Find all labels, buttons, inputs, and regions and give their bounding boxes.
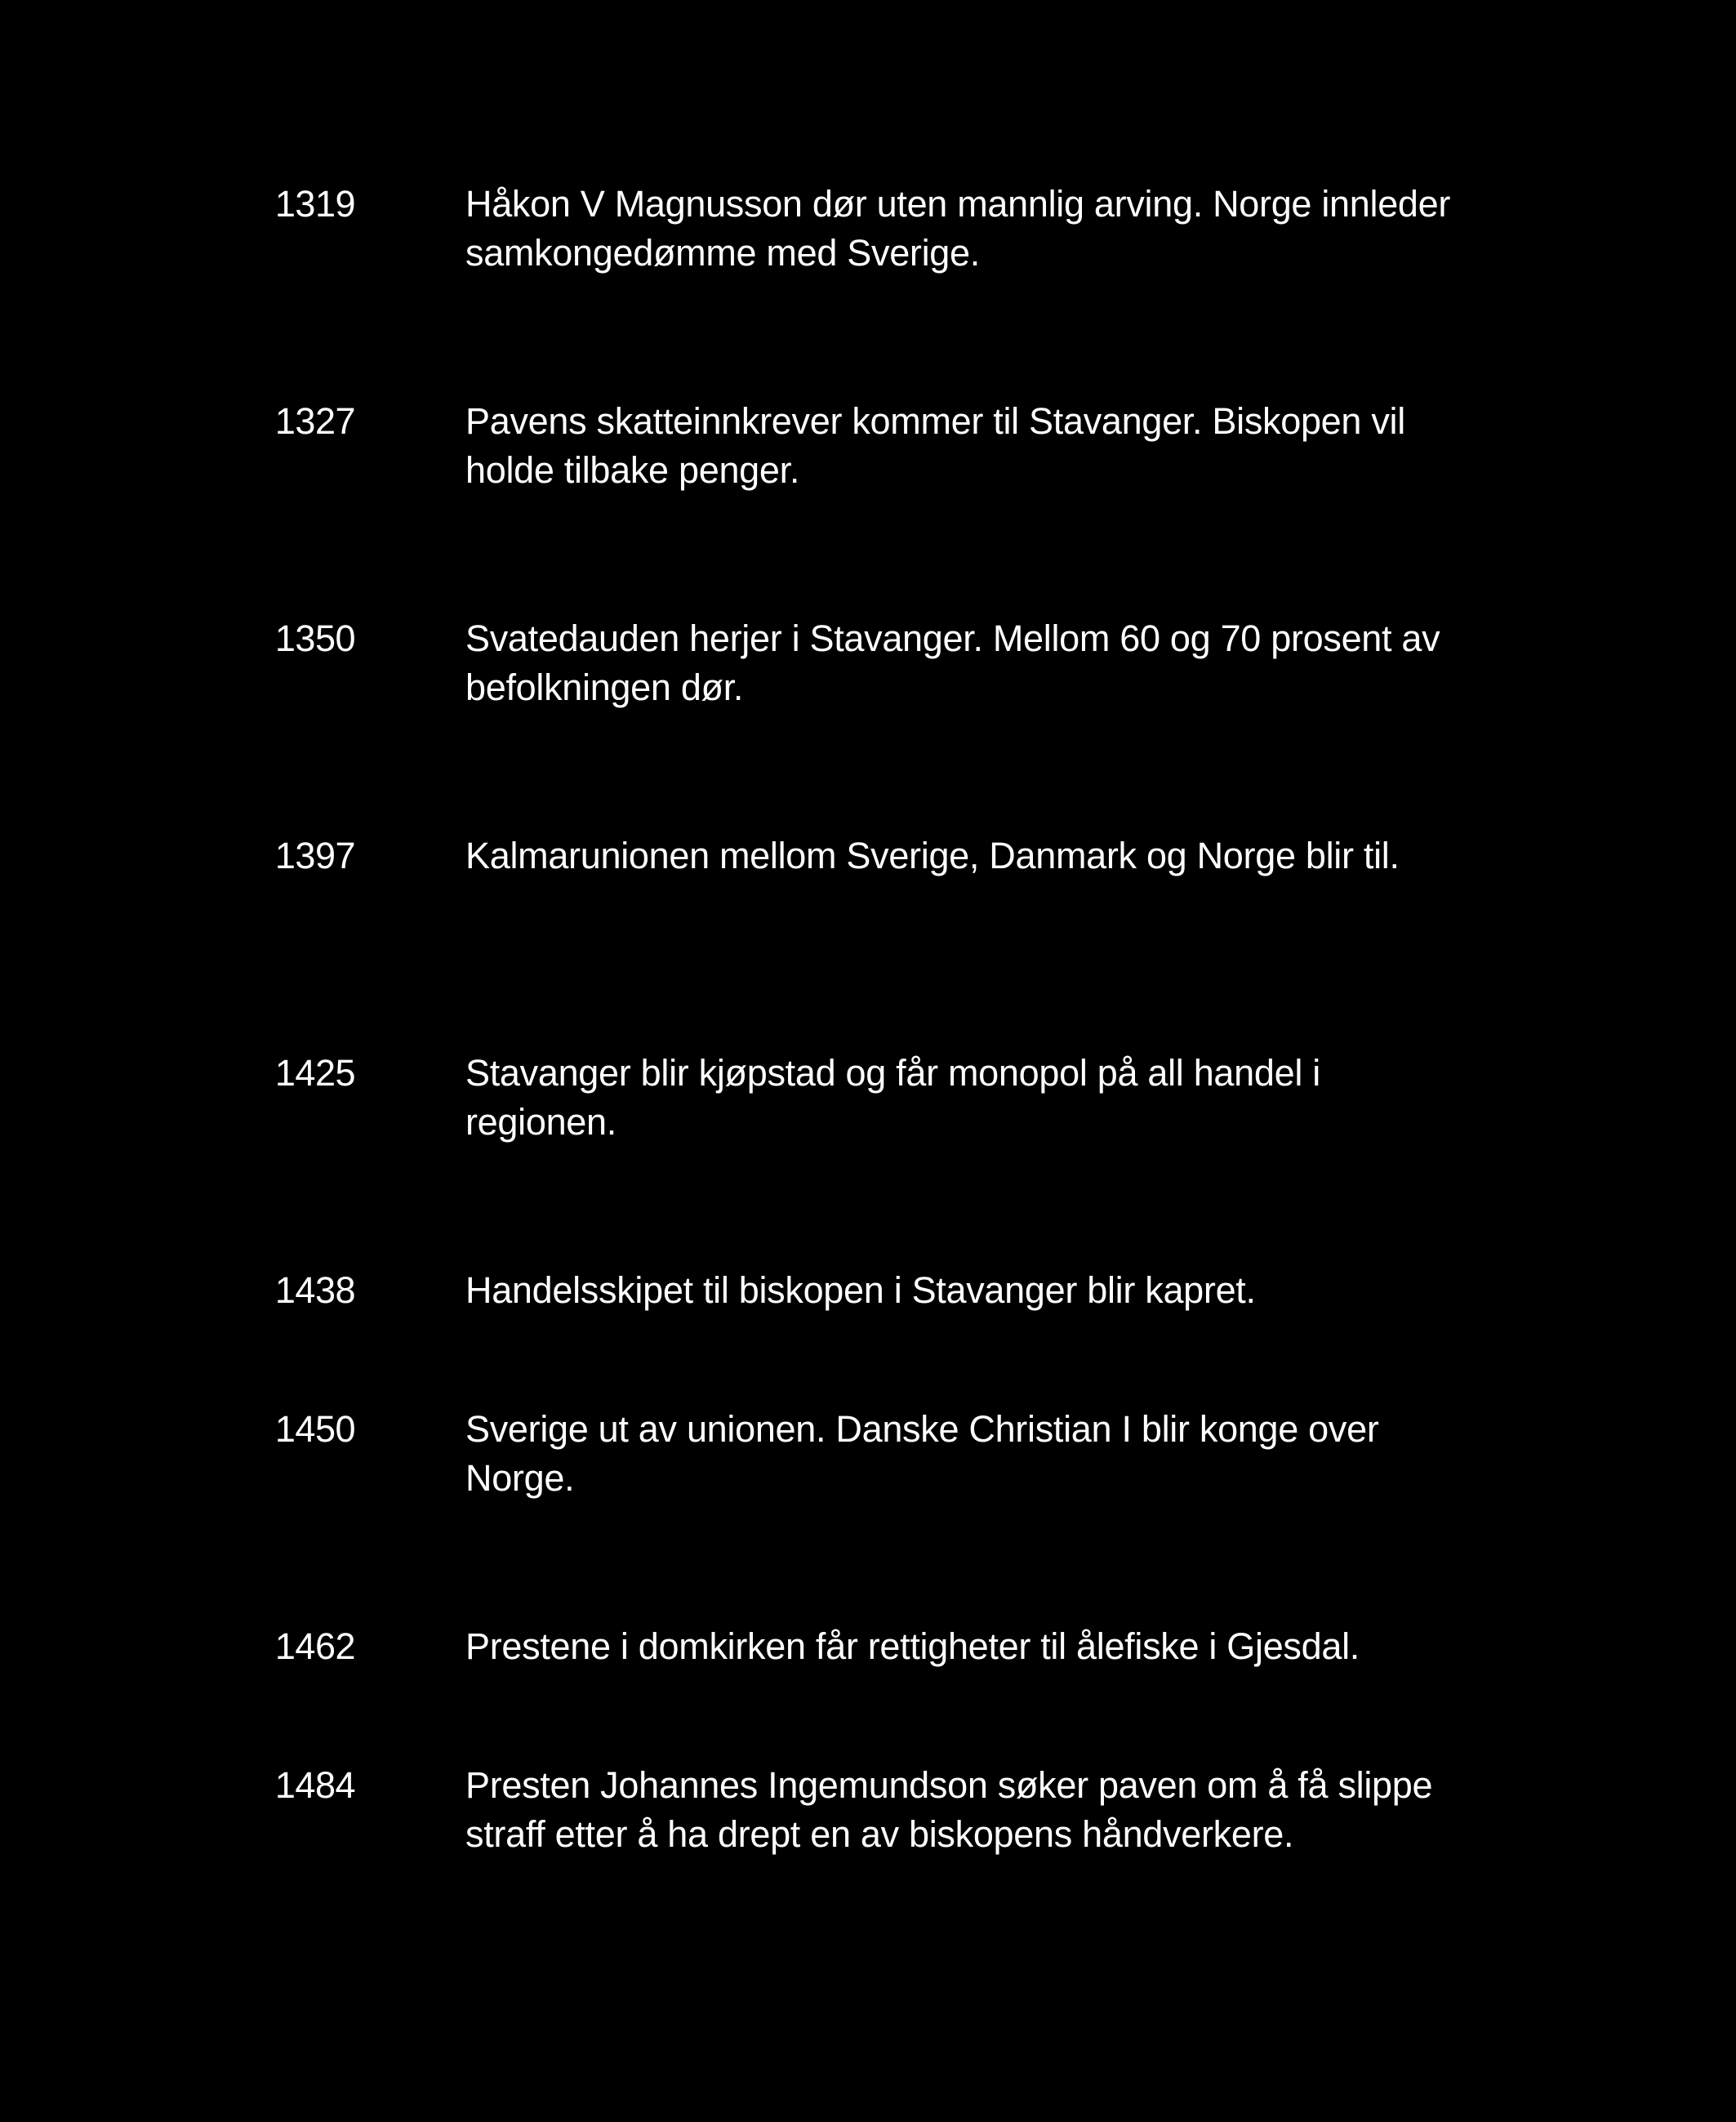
entry-description [465, 831, 1527, 880]
entry-year: 1350 [274, 617, 355, 659]
entry-description [465, 1761, 1527, 1859]
entry-year: 1484 [274, 1764, 355, 1806]
entry-description-line: Handelsskipet til biskopen i Stavanger blir kapret. [465, 1269, 1256, 1311]
entry-description-line: regionen. [465, 1101, 617, 1143]
entry-description [465, 397, 1527, 495]
entry-description-line: Norge. [465, 1457, 575, 1499]
entry-description [465, 614, 1527, 712]
entry-year: 1397 [274, 835, 355, 876]
entry-description-line: befolkningen dør. [465, 666, 744, 708]
entry-year: 1327 [274, 400, 355, 442]
entry-description-line: samkongedømme med Sverige. [465, 232, 980, 274]
entry-description-line: straff etter å ha drept en av biskopens håndverkere. [465, 1813, 1294, 1855]
entry-description-line: holde tilbake penger. [465, 449, 800, 491]
entry-description [465, 1049, 1527, 1147]
entry-description [465, 180, 1527, 278]
entry-year: 1450 [274, 1408, 355, 1450]
entry-description [465, 1622, 1527, 1671]
entry-description-line: Sverige ut av unionen. Danske Christian I blir konge over [465, 1408, 1379, 1450]
entry-description-line: Håkon V Magnusson dør uten mannlig arving. Norge innleder [465, 183, 1451, 225]
entry-description-line: Svatedauden herjer i Stavanger. Mellom 60 og 70 prosent av [465, 617, 1440, 659]
entry-description-line: Kalmarunionen mellom Sverige, Danmark og Norge blir til. [465, 835, 1400, 876]
entry-year: 1438 [274, 1269, 355, 1311]
entry-description [465, 1405, 1527, 1503]
entry-year: 1319 [274, 183, 355, 225]
entry-description-line: Prestene i domkirken får rettigheter til ålefiske i Gjesdal. [465, 1625, 1360, 1667]
entry-description-line: Pavens skatteinnkrever kommer til Stavanger. Biskopen vil [465, 400, 1405, 442]
entry-year: 1462 [274, 1625, 355, 1667]
entry-description-line: Stavanger blir kjøpstad og får monopol på all handel i [465, 1052, 1320, 1094]
entry-description-line: Presten Johannes Ingemundson søker paven om å få slippe [465, 1764, 1433, 1806]
entry-description [465, 1266, 1527, 1315]
entry-year: 1425 [274, 1052, 355, 1094]
